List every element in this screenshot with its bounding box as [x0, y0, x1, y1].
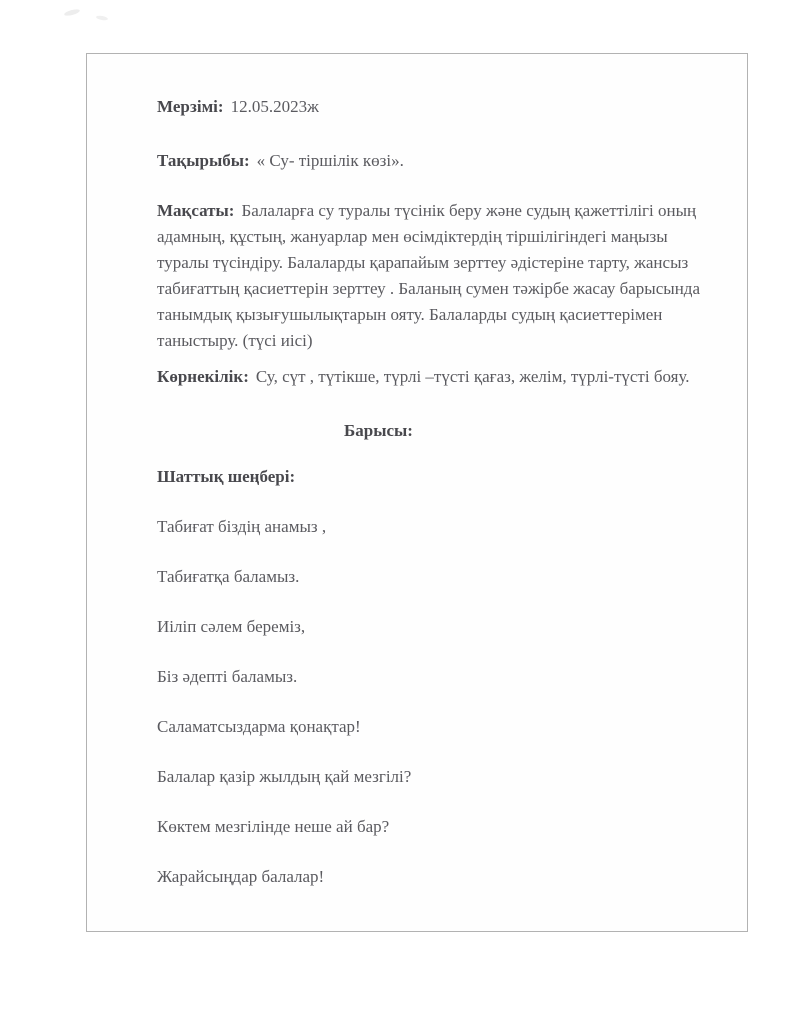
section-heading: Шаттық шеңбері:	[157, 467, 296, 486]
topic-value: « Су- тіршілік көзі».	[256, 151, 404, 170]
visuals-value: Су, сүт , түтікше, түрлі –түсті қағаз, желім, түрлі-түсті бояу.	[255, 367, 690, 386]
goal-label: Мақсаты:	[157, 201, 235, 220]
poem-line: Жарайсыңдар балалар!	[157, 867, 325, 886]
poem-line: Балалар қазір жылдың қай мезгілі?	[157, 767, 412, 786]
goal-paragraph	[157, 198, 722, 354]
poem-line: Көктем мезгілінде неше ай бар?	[157, 817, 390, 836]
poem-line: Табиғатқа баламыз.	[157, 567, 300, 586]
scan-smudge-artifact	[96, 15, 109, 21]
course-heading: Барысы:	[344, 421, 413, 440]
poem-line: Саламатсыздарма қонақтар!	[157, 717, 361, 736]
date-label: Мерзімі:	[157, 97, 224, 116]
goal-text: Балаларға су туралы түсінік беру және судың қажеттілігі оның адамның, құстың, жануарлар мен өсімдіктердің тіршілігіндегі маңызы туралы түсіндіру. Балаларды қарапайым зерттеу әдістеріне тарту, жансыз табиғаттың қасиеттерін зерттеу . Баланың сумен тәжірбе жасау барысында танымдық қызығушылықтарын ояту. Балаларды судың қасиеттерімен таныстыру. (түсі иісі)	[157, 201, 700, 350]
date-line	[157, 96, 722, 117]
poem-line: Иіліп сәлем береміз,	[157, 617, 306, 636]
poem-line: Табиғат біздің анамыз ,	[157, 517, 327, 536]
document-content	[157, 96, 722, 887]
topic-label: Тақырыбы:	[157, 151, 250, 170]
date-value: 12.05.2023ж	[230, 97, 319, 116]
poem-line: Біз әдепті баламыз.	[157, 667, 298, 686]
scan-smudge-artifact	[64, 8, 81, 17]
visuals-label: Көрнекілік:	[157, 367, 249, 386]
topic-line	[157, 150, 722, 171]
visuals-line	[157, 366, 722, 387]
